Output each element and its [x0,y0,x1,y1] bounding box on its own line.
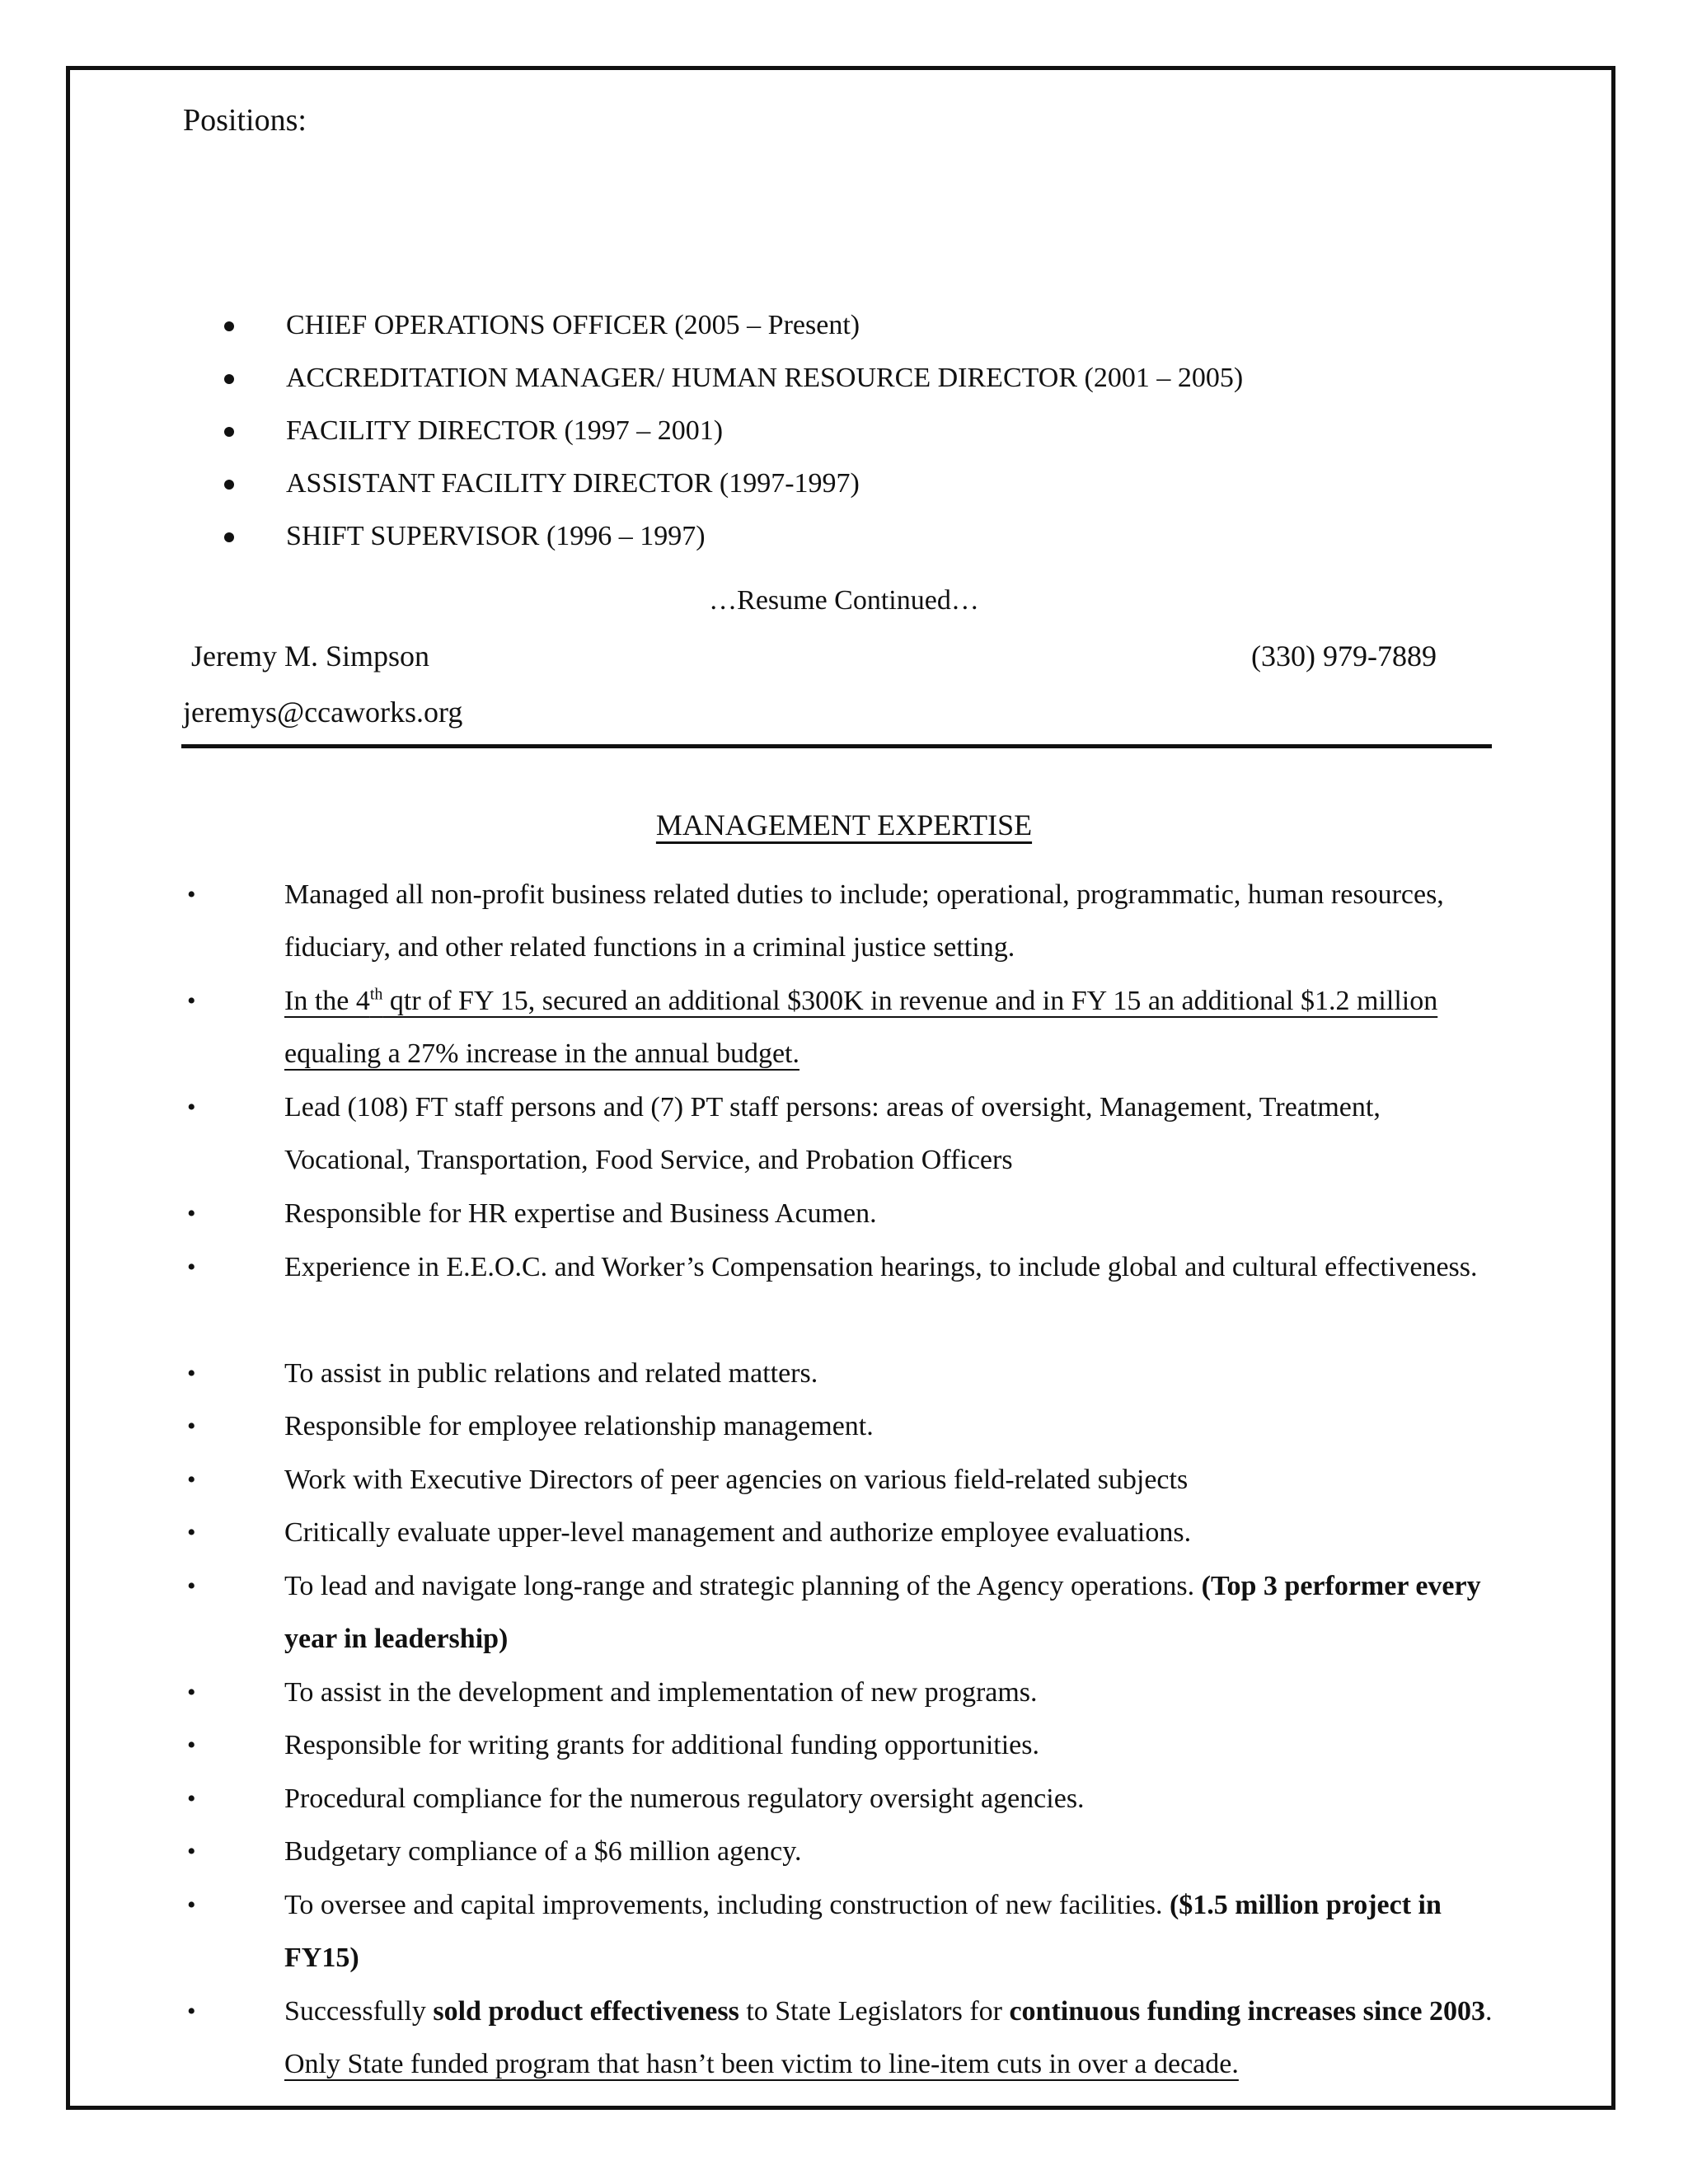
list-item: • Budgetary compliance of a $6 million agency. [284,1825,1496,1878]
list-item: • Managed all non-profit business related duties to include; operational, programmatic, human resources, fiduciary, and other related functions in a criminal justice setting. [284,869,1496,974]
underlined-text: In the 4th qtr of FY 15, secured an additional $300K in revenue and in FY 15 an additional $1.2 million equaling a 27% increase in the annual budget. [284,985,1438,1069]
list-item: • Responsible for writing grants for additional funding opportunities. [284,1719,1496,1772]
bullet-icon: • [187,1254,196,1281]
bullet-icon: • [187,1572,196,1600]
positions-heading: Positions: [183,103,307,138]
bullet-icon: • [187,1519,196,1546]
bold-text: ($1.5 million project in FY15) [284,1890,1442,1973]
bullet-icon: • [187,1200,196,1227]
bold-text: continuous funding increases since 2003 [1009,1996,1485,2027]
bullet-icon: • [187,1891,196,1919]
bullet-icon: • [187,1413,196,1440]
contact-email: jeremys@ccaworks.org [183,696,463,729]
contact-name: Jeremy M. Simpson [191,640,430,673]
bullet-icon: • [187,1466,196,1493]
list-item: • Experience in E.E.O.C. and Worker’s Compensation hearings, to include global and cultural effectiveness. [284,1241,1496,1294]
list-item: • To oversee and capital improvements, including construction of new facilities. ($1.5 million project in FY15) [284,1879,1496,1985]
list-item: • To lead and navigate long-range and strategic planning of the Agency operations. (Top 3 performer every year in leadership) [284,1560,1496,1666]
resume-continued-note: …Resume Continued… [709,585,979,616]
list-item: • Responsible for HR expertise and Business Acumen. [284,1188,1496,1240]
list-item: • To assist in public relations and related matters. [284,1347,1496,1400]
bold-text: sold product effectiveness [433,1996,739,2027]
list-item: • Procedural compliance for the numerous regulatory oversight agencies. [284,1773,1496,1825]
bullet-icon: • [187,987,196,1015]
list-item: • Successfully sold product effectiveness to State Legislators for continuous funding increases since 2003. Only State funded program that hasn’t been victim to line-item cuts in over a decade. [284,1985,1496,2091]
bold-text: (Top 3 performer every year in leadership) [284,1571,1481,1654]
bullet-icon: • [187,1360,196,1387]
underlined-text: Only State funded program that hasn’t been victim to line-item cuts in over a decade. [284,2049,1239,2079]
bullet-icon: • [187,1838,196,1865]
list-item: • Critically evaluate upper-level management and authorize employee evaluations. [284,1507,1496,1559]
bullet-icon [224,321,234,331]
bullet-icon [224,480,234,490]
bullet-icon [224,427,234,437]
list-item: • To assist in the development and implementation of new programs. [284,1666,1496,1719]
bullet-icon: • [187,1094,196,1121]
bullet-icon [224,374,234,384]
list-item: • Work with Executive Directors of peer agencies on various field-related subjects [284,1454,1496,1507]
section-title: MANAGEMENT EXPERTISE [655,808,1033,841]
bullet-icon [224,532,234,542]
list-item: • Responsible for employee relationship management. [284,1400,1496,1453]
list-item: • Lead (108) FT staff persons and (7) PT staff persons: areas of oversight, Management, Treatment, Vocational, Transportation, Food Service, and Probation Officers [284,1081,1496,1187]
list-item [187,975,1496,1080]
bullet-icon: • [187,1998,196,2025]
bullet-icon: • [187,881,196,908]
bullet-icon: • [187,1679,196,1706]
bullet-icon: • [187,1732,196,1759]
contact-phone: (330) 979-7889 [1251,640,1437,673]
bullet-icon: • [187,1785,196,1812]
header-divider [181,744,1492,748]
